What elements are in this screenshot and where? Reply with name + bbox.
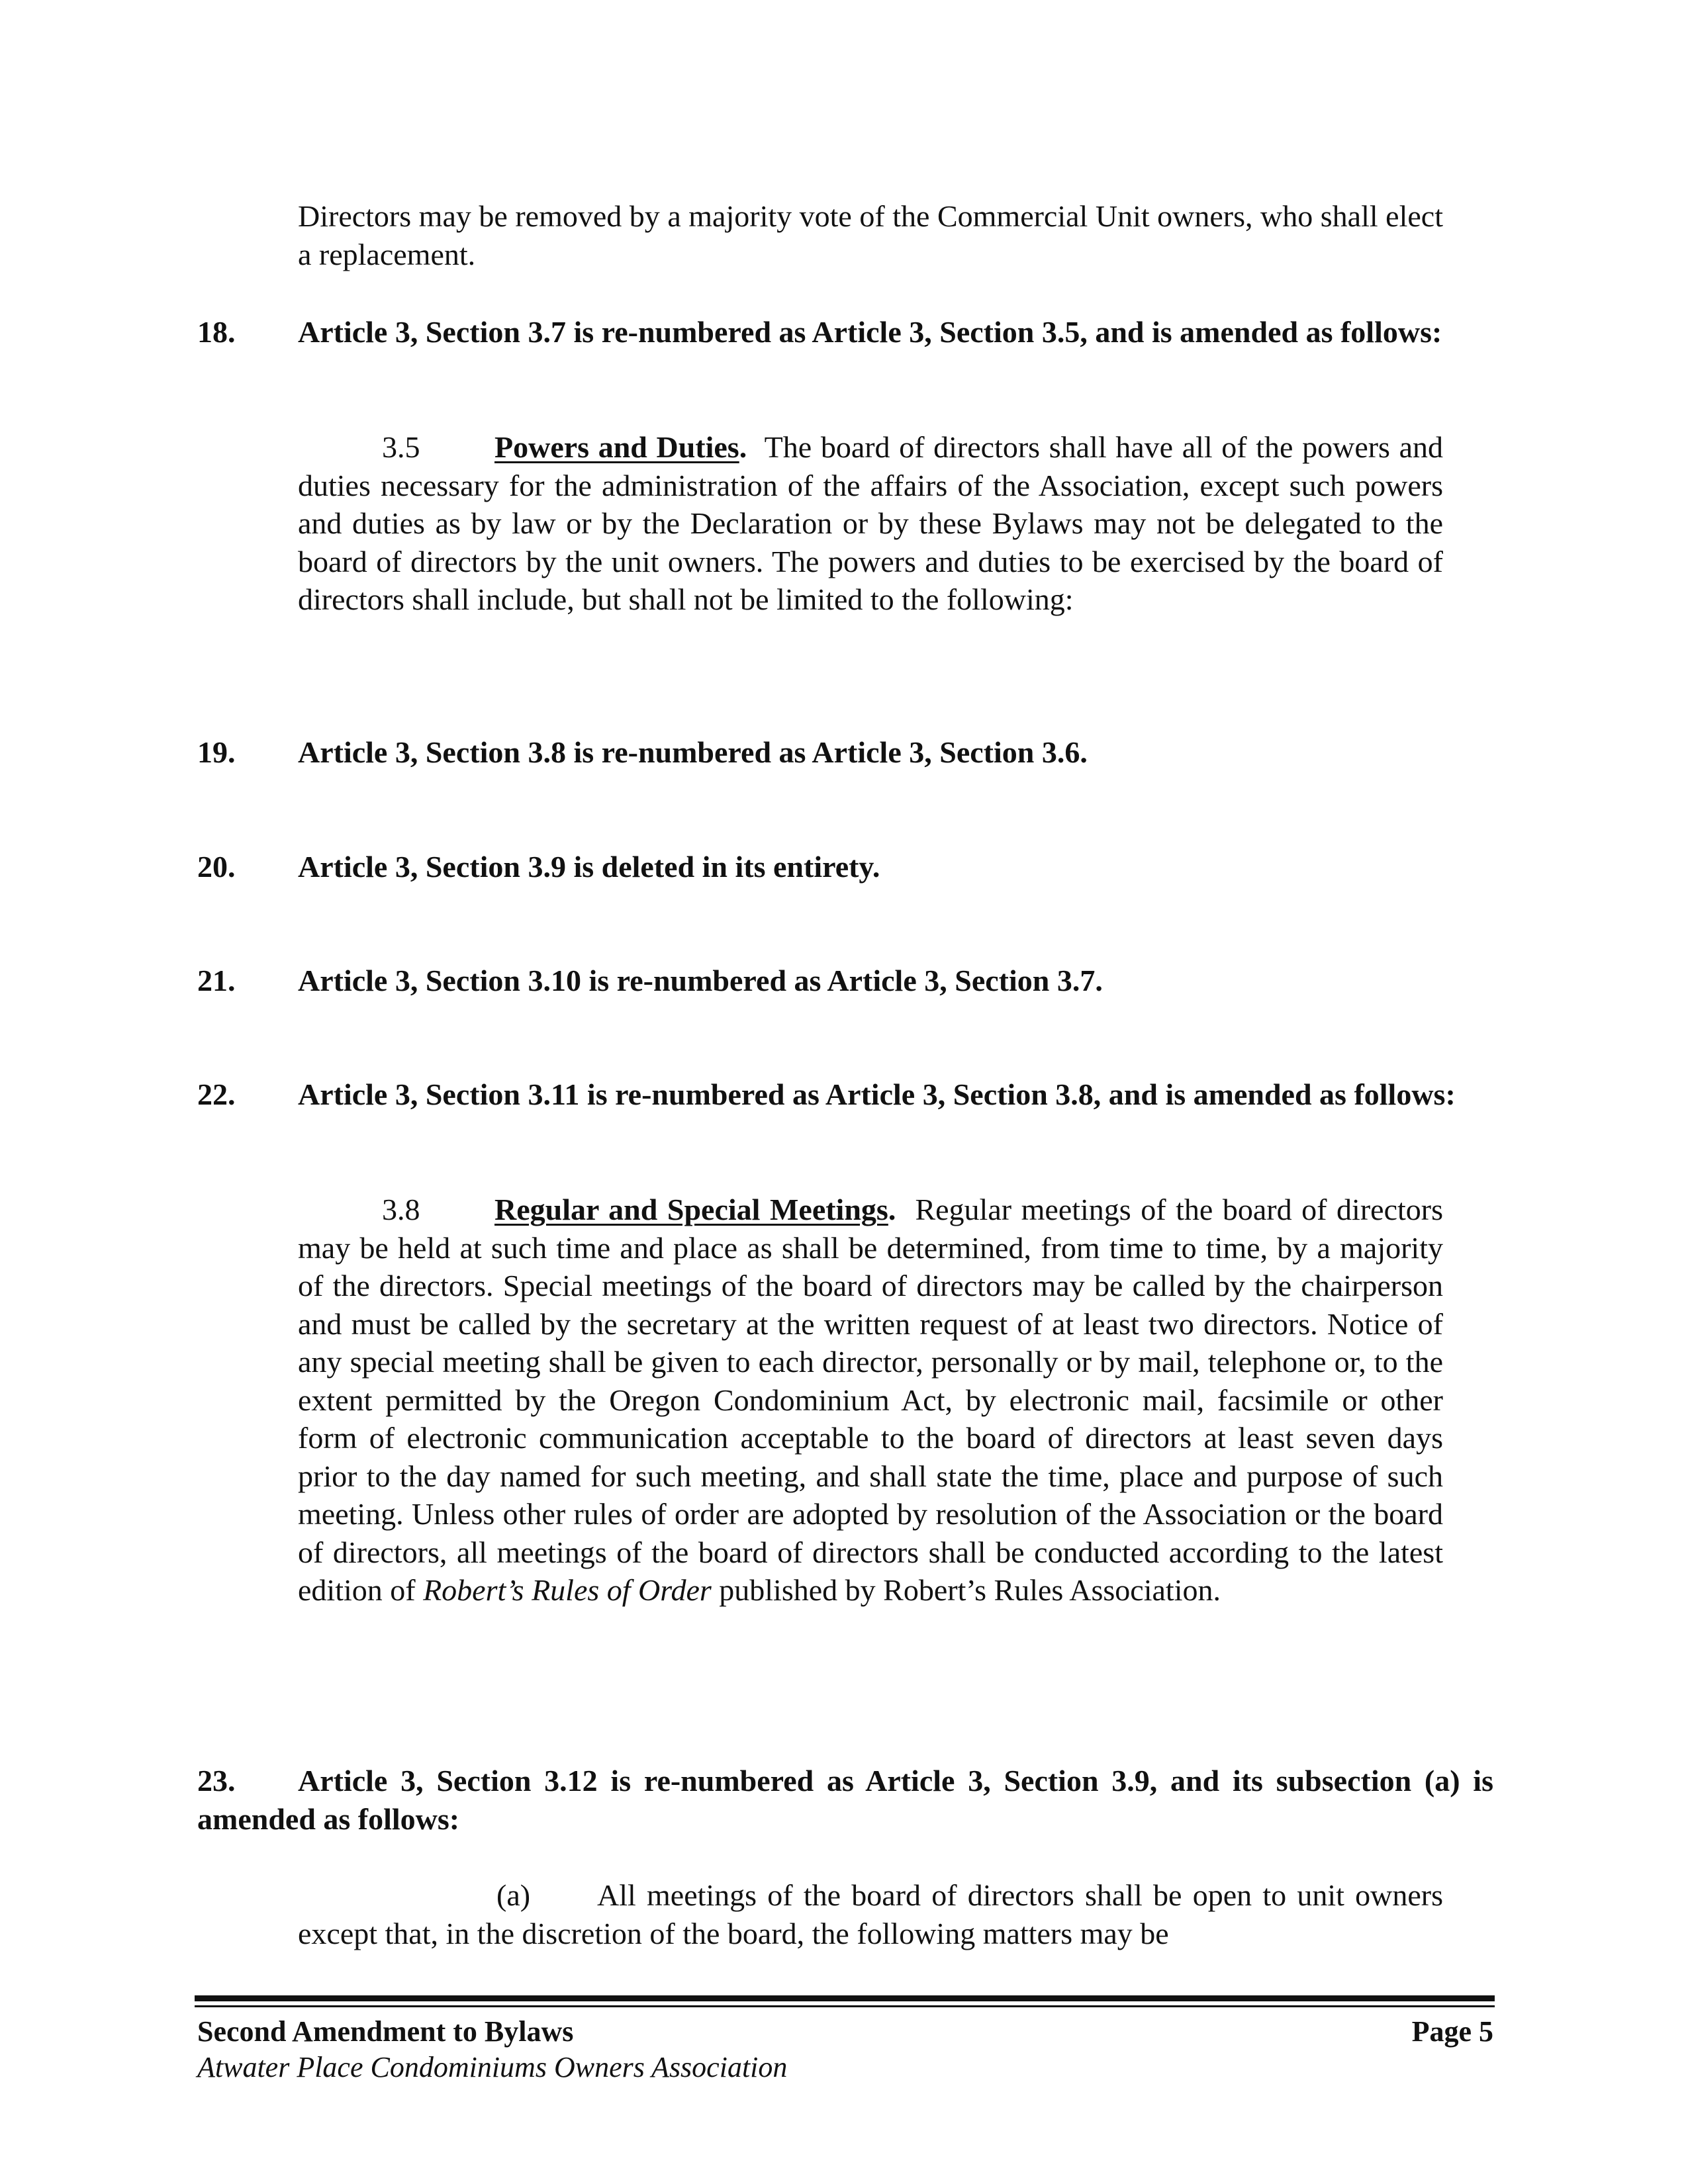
footer-association-name: Atwater Place Condominiums Owners Association bbox=[197, 2051, 788, 2083]
section-body: Regular meetings of the board of directors may be held at such time and place as shall be determined, from time to time, by a majority of the directors. Special meetings of the board of directors may be called by the chairperson and must be called by the secretary at the written request of at least two directors. Notice of any special meeting shall be given to each director, personally or by mail, telephone or, to the extent permitted by the Oregon Condominium Act, by electronic mail, facsimile or other form of electronic communication acceptable to the board of directors at least seven days prior to the day named for such meeting, and shall state the time, place and purpose of such meeting. Unless other rules of order are adopted by resolution of the Association or the board of directors, all meetings of the board of directors shall be conducted according to the latest edition of bbox=[298, 1193, 1443, 1607]
continuation-paragraph: Directors may be removed by a majority vote of the Commercial Unit owners, who shall elect a replacement. bbox=[298, 199, 1443, 271]
item-number: 21. bbox=[197, 964, 236, 997]
item-number: 20. bbox=[197, 850, 236, 884]
section-3-8-paragraph: 3.8 Regular and Special Meetings. Regular meetings of the board of directors may be held at such time and place as shall be determined, from time to time, by a majority of the directors. Special meetings of the board of directors may be called by the chairperson and must be called by the secretary at the written request of at least two directors. Notice of any special meeting shall be given to each director, personally or by mail, telephone or, to the extent permitted by the Oregon Condominium Act, by electronic mail, facsimile or other form of electronic communication acceptable to the board of directors at least seven days prior to the day named for such meeting, and shall state the time, place and purpose of such meeting. Unless other rules of order are adopted by resolution of the Association or the board of directors, all meetings of the board of directors shall be conducted according to the latest edition of Robert’s Rules of Order published by Robert’s Rules Association. bbox=[298, 1191, 1443, 1610]
item-20-heading bbox=[197, 848, 1493, 886]
item-22-heading bbox=[197, 1075, 1493, 1114]
section-number: 3.8 bbox=[382, 1193, 420, 1226]
item-number: 19. bbox=[197, 735, 236, 769]
section-title: Powers and Duties bbox=[494, 430, 739, 464]
item-23-heading bbox=[197, 1762, 1493, 1838]
footer-rule-thick bbox=[195, 1995, 1495, 2001]
item-number: 22. bbox=[197, 1077, 236, 1111]
subsection-body: All meetings of the board of directors shall be open to unit owners except that, in the discretion of the board, the following matters may be bbox=[298, 1878, 1443, 1950]
item-heading-text: Article 3, Section 3.9 is deleted in its entirety. bbox=[298, 850, 880, 884]
section-body-end: published by Robert’s Rules Association. bbox=[719, 1573, 1221, 1607]
item-heading-text: Article 3, Section 3.10 is re-numbered as Article 3, Section 3.7. bbox=[298, 964, 1103, 997]
item-heading-text: Article 3, Section 3.7 is re-numbered as Article 3, Section 3.5, and is amended as follows: bbox=[298, 315, 1442, 349]
subsection-label: (a) bbox=[496, 1878, 531, 1912]
italic-title: Robert’s Rules of Order bbox=[423, 1573, 712, 1607]
item-number: 18. bbox=[197, 315, 236, 349]
item-19-heading bbox=[197, 733, 1493, 772]
footer-page-number: Page 5 bbox=[1411, 2015, 1493, 2048]
subsection-a-paragraph bbox=[298, 1876, 1443, 1952]
item-heading-text: Article 3, Section 3.8 is re-numbered as Article 3, Section 3.6. bbox=[298, 735, 1088, 769]
item-heading-text: Article 3, Section 3.12 is re-numbered as Article 3, Section 3.9, and its subsection (a) is amended as follows: bbox=[197, 1764, 1493, 1836]
item-heading-text: Article 3, Section 3.11 is re-numbered as Article 3, Section 3.8, and is amended as follows: bbox=[298, 1077, 1456, 1111]
footer-rule-thin bbox=[195, 2005, 1495, 2007]
item-21-heading bbox=[197, 962, 1493, 1000]
section-3-5-paragraph: 3.5 Powers and Duties. The board of directors shall have all of the powers and duties necessary for the administration of the affairs of the Association, except such powers and duties as by law or by the Declaration or by these Bylaws may not be delegated to the board of directors by the unit owners. The powers and duties to be exercised by the board of directors shall include, but shall not be limited to the following: bbox=[298, 428, 1443, 619]
footer-document-title: Second Amendment to Bylaws bbox=[197, 2015, 574, 2048]
section-title: Regular and Special Meetings bbox=[494, 1193, 888, 1226]
item-18-heading bbox=[197, 313, 1493, 351]
item-number: 23. bbox=[197, 1764, 236, 1797]
section-number: 3.5 bbox=[382, 430, 420, 464]
section-body: The board of directors shall have all of the powers and duties necessary for the administration of the affairs of the Association, except such powers and duties as by law or by the Declaration or by these Bylaws may not be delegated to the board of directors by the unit owners. The powers and duties to be exercised by the board of directors shall include, but shall not be limited to the following: bbox=[298, 430, 1444, 616]
